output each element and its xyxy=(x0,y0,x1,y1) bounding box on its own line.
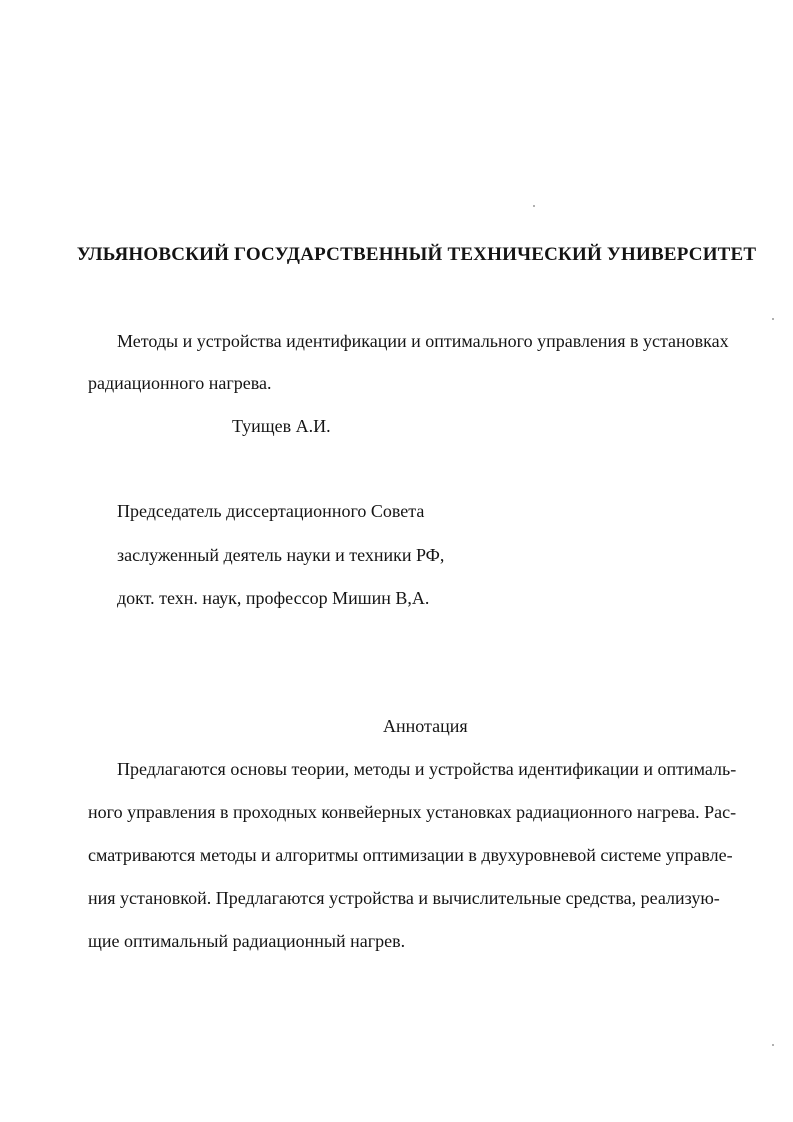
abstract-line-4: ния установкой. Предлагаются устройства и вычислительные средства, реализую- xyxy=(88,888,720,908)
title-line-2: радиационного нагрева. xyxy=(88,373,272,393)
abstract-line-2: ного управления в проходных конвейерных установках радиационного нагрева. Рас- xyxy=(88,802,737,822)
chair-line-1: Председатель диссертационного Совета xyxy=(117,501,425,521)
abstract-line-3: сматриваются методы и алгоритмы оптимизации в двухуровневой системе управле- xyxy=(88,845,733,865)
abstract-line-5: щие оптимальный радиационный нагрев. xyxy=(88,931,406,951)
annotation-heading: Аннотация xyxy=(383,716,468,736)
title-line-1: Методы и устройства идентификации и оптимального управления в установках xyxy=(117,331,729,351)
author-name: Туищев А.И. xyxy=(232,416,331,436)
university-name: УЛЬЯНОВСКИЙ ГОСУДАРСТВЕННЫЙ ТЕХНИЧЕСКИЙ УНИВЕРСИТЕТ xyxy=(76,244,757,265)
chair-line-3: докт. техн. наук, профессор Мишин В,А. xyxy=(117,588,430,608)
scan-speck xyxy=(772,318,774,320)
scan-speck xyxy=(772,1044,774,1046)
abstract-line-1: Предлагаются основы теории, методы и устройства идентификации и оптималь- xyxy=(117,759,737,779)
chair-line-2: заслуженный деятель науки и техники РФ, xyxy=(117,545,445,565)
scan-speck xyxy=(533,205,535,207)
